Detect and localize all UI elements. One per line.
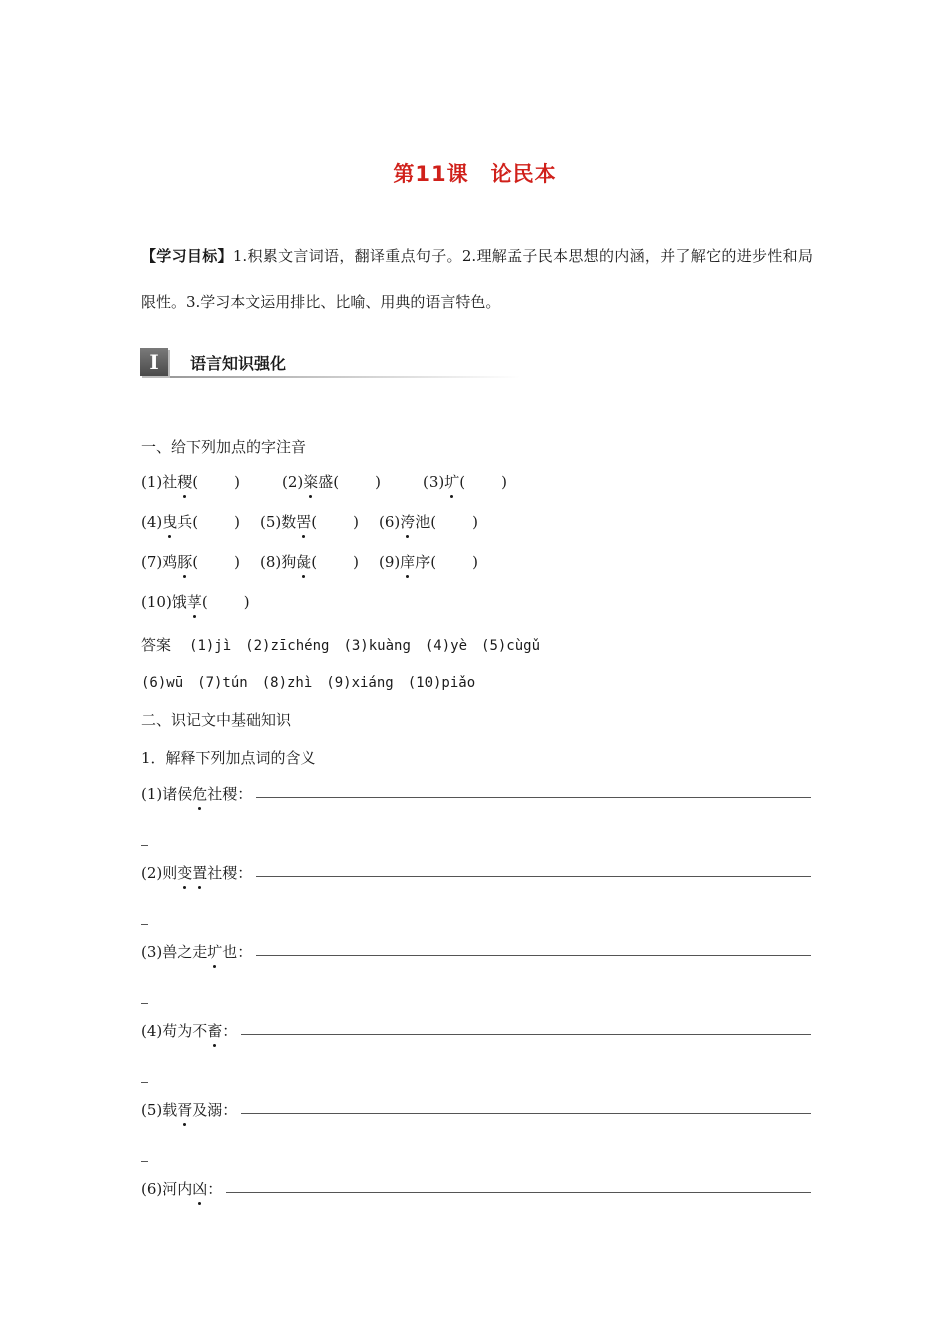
pronunciation-row (141, 471, 513, 492)
answer-line[interactable] (256, 797, 811, 798)
line-continuation-mark (141, 1003, 148, 1004)
pronunciation-row (141, 511, 484, 532)
paren-open: ( (192, 473, 199, 491)
paren-open: ( (192, 553, 199, 571)
paren-close: ) (353, 553, 359, 571)
item-text: 则 (162, 864, 178, 882)
dotted-char: 危 (192, 785, 208, 803)
dotted-char: 莩 (186, 593, 202, 611)
paren-close: ) (234, 553, 240, 571)
item-number: (4) (141, 1022, 163, 1040)
line-continuation-mark (141, 1161, 148, 1162)
dotted-char: 变 (177, 864, 193, 882)
item-number: (2) (282, 473, 304, 491)
item-number: (4) (141, 513, 163, 531)
dotted-char: 罟 (296, 513, 312, 531)
definition-item (141, 1020, 237, 1041)
section-divider (170, 376, 520, 378)
item-text: 饿 (171, 593, 187, 611)
pronunciation-item (260, 511, 359, 532)
pronunciation-item (379, 551, 478, 572)
item-text: 社稷： (207, 785, 253, 803)
pronunciation-item (379, 511, 478, 532)
item-number: (6) (141, 1180, 163, 1198)
item-text: 也： (222, 943, 253, 961)
page-title: 第11课 论民本 (393, 162, 557, 186)
item-text: 苟为不 (162, 1022, 208, 1040)
dotted-char: 粢 (303, 473, 319, 491)
paren-open: ( (311, 513, 318, 531)
item-number: (9) (379, 553, 401, 571)
dotted-char: 豚 (177, 553, 193, 571)
item-text: ： (222, 1022, 238, 1040)
paren-open: ( (192, 513, 199, 531)
item-text: 载 (162, 1101, 178, 1119)
pronunciation-row (141, 591, 256, 612)
paren-close: ) (501, 473, 507, 491)
item-text: 序 (415, 553, 431, 571)
definition-item (141, 1178, 222, 1199)
paren-close: ) (243, 593, 250, 611)
dotted-char: 畜 (207, 1022, 223, 1040)
answer-line-2 (141, 672, 475, 692)
learning-goals (141, 233, 813, 325)
definition-item (141, 783, 252, 804)
paren-close: ) (375, 473, 381, 491)
part1-heading: 一、给下列加点的字注音 (141, 438, 307, 456)
pronunciation-item (141, 471, 240, 492)
item-text: 及溺： (192, 1101, 238, 1119)
pronunciation-item (282, 471, 381, 492)
paren-close: ) (472, 553, 478, 571)
answer-line[interactable] (226, 1192, 811, 1193)
part2-subheading: 1．解释下列加点词的含义 (141, 749, 316, 767)
dotted-char: 洿 (400, 513, 416, 531)
dotted-char: 置 (192, 864, 208, 882)
pronunciation-item (260, 551, 359, 572)
item-text: 盛 (318, 473, 334, 491)
item-text: 河内 (162, 1180, 193, 1198)
paren-open: ( (333, 473, 340, 491)
item-text: 数 (281, 513, 297, 531)
part2-heading: 二、识记文中基础知识 (141, 711, 292, 729)
paren-open: ( (430, 553, 437, 571)
dotted-char: 稷 (177, 473, 193, 491)
item-text: 狗 (281, 553, 297, 571)
item-number: (1) (141, 785, 163, 803)
item-text: 池 (415, 513, 431, 531)
section-numeral-badge: I (140, 348, 168, 376)
dotted-char: 圹 (207, 943, 223, 961)
section-title: 语言知识强化 (190, 354, 287, 373)
paren-open: ( (459, 473, 466, 491)
item-text: 兽之走 (162, 943, 208, 961)
line-continuation-mark (141, 845, 148, 846)
definition-item (141, 1099, 237, 1120)
line-continuation-mark (141, 1082, 148, 1083)
answer-line[interactable] (241, 1034, 811, 1035)
dotted-char: 曳 (162, 513, 178, 531)
item-text: 鸡 (162, 553, 178, 571)
item-text: 兵 (177, 513, 193, 531)
answer-label: 答案 (141, 636, 172, 654)
paren-open: ( (201, 593, 208, 611)
item-number: (8) (260, 553, 282, 571)
item-number: (2) (141, 864, 163, 882)
answers-2: (6)wū (7)tún (8)zhì (9)xiáng (10)piǎo (141, 675, 476, 691)
definition-item (141, 862, 252, 883)
item-text: ： (207, 1180, 223, 1198)
dotted-char: 庠 (400, 553, 416, 571)
answer-line[interactable] (256, 955, 811, 956)
pronunciation-item (141, 511, 240, 532)
item-number: (7) (141, 553, 163, 571)
item-number: (10) (141, 593, 172, 611)
item-number: (3) (423, 473, 445, 491)
item-number: (5) (141, 1101, 163, 1119)
dotted-char: 胥 (177, 1101, 193, 1119)
answer-line[interactable] (256, 876, 811, 877)
section-header (140, 348, 520, 378)
pronunciation-item (423, 471, 507, 492)
goals-label: 【学习目标】 (141, 247, 233, 265)
answers-1: (1)jì (2)zīchéng (3)kuàng (4)yè (5)cùgǔ (189, 638, 541, 654)
dotted-char: 彘 (296, 553, 312, 571)
pronunciation-item (141, 551, 240, 572)
item-number: (1) (141, 473, 163, 491)
paren-open: ( (311, 553, 318, 571)
item-text: 社稷： (207, 864, 253, 882)
answer-line-1 (141, 634, 540, 655)
pronunciation-item (141, 591, 250, 612)
answer-line[interactable] (241, 1113, 811, 1114)
paren-close: ) (472, 513, 478, 531)
pronunciation-row (141, 551, 484, 572)
dotted-char: 圹 (444, 473, 460, 491)
line-continuation-mark (141, 924, 148, 925)
item-number: (3) (141, 943, 163, 961)
paren-open: ( (430, 513, 437, 531)
dotted-char: 凶 (192, 1180, 208, 1198)
paren-close: ) (353, 513, 359, 531)
item-number: (5) (260, 513, 282, 531)
definition-item (141, 941, 252, 962)
item-text: 社 (162, 473, 178, 491)
item-text: 诸侯 (162, 785, 193, 803)
item-number: (6) (379, 513, 401, 531)
paren-close: ) (234, 473, 240, 491)
paren-close: ) (234, 513, 240, 531)
goals-text: 1.积累文言词语，翻译重点句子。2.理解孟子民本思想的内涵，并了解它的进步性和局限性。3.学习本文运用排比、比喻、用典的语言特色。 (141, 247, 813, 311)
